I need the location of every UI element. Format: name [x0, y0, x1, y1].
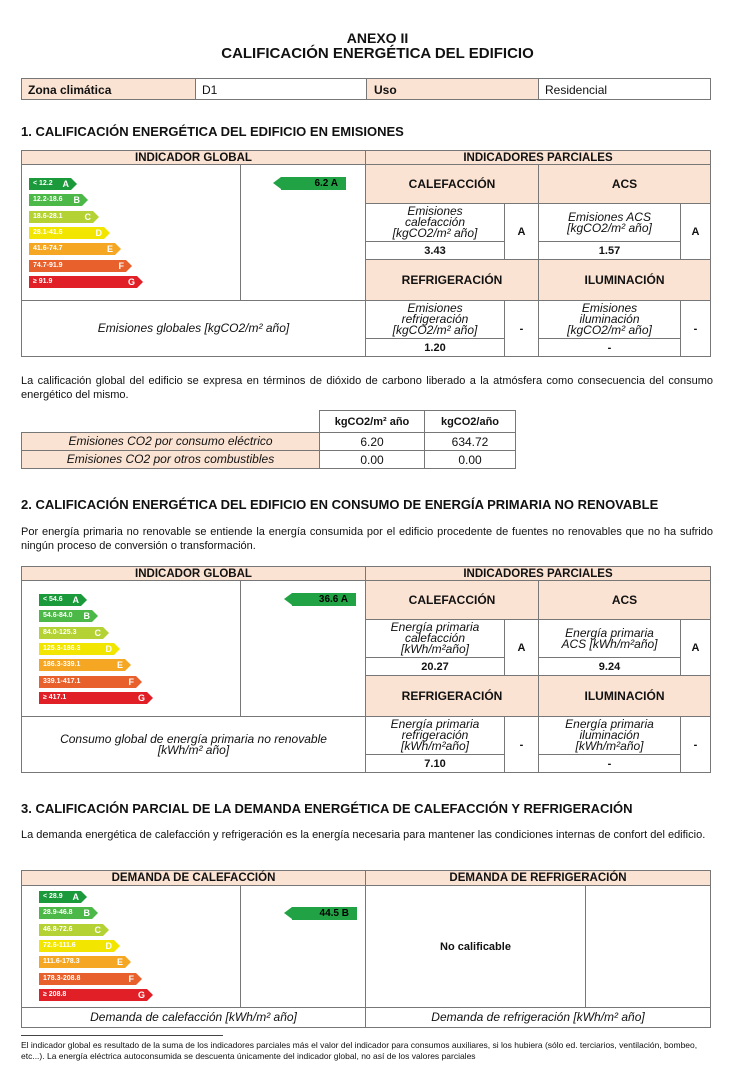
scale-letter: C: [84, 211, 91, 222]
s2-ilum-header: ILUMINACIÓN: [538, 675, 711, 717]
scale-bar-b: [39, 610, 92, 622]
scale-bar-d: [39, 643, 114, 655]
s2-ilum-label-cell: [538, 716, 681, 755]
s3-no-calif-cell: [365, 885, 586, 1008]
s3-indicator-cell: [240, 885, 366, 1008]
s1-refrig-letter: -: [504, 300, 539, 357]
scale-range: ≥ 208.8: [43, 990, 67, 998]
s3-paragraph: La demanda energética de calefacción y refrigeración es la energía necesaria para mantener las condiciones internas de confort del edificio.: [21, 829, 706, 841]
s3-no-calif: No calificable: [440, 940, 511, 953]
section-3-title: 3. CALIFICACIÓN PARCIAL DE LA DEMANDA ENERGÉTICA DE CALEFACCIÓN Y REFRIGERACIÓN: [21, 801, 633, 816]
scale-bar-g: [29, 276, 137, 288]
s2-refrig-label-cell: [365, 716, 505, 755]
scale-range: 111.6-178.3: [43, 958, 80, 966]
scale-range: 72.6-111.6: [43, 941, 76, 949]
co2-col1-header: kgCO2/m² año: [319, 410, 425, 433]
footnote: El indicador global es resultado de la suma de los indicadores parciales más el valor del indicador para consumos auxiliares, si los hubiera (sólo ed. terciarios, ventilación, bombeo, etc...). La energía eléctrica autoconsumida se descuenta únicamente del indicador global, no así de los valores parciales: [21, 1040, 698, 1061]
scale-letter: A: [62, 179, 69, 189]
s2-global-label: Consumo global de energía primaria no renovable [kWh/m² año]: [60, 731, 327, 757]
scale-range: 18.6-28.1: [33, 212, 63, 220]
s2-acs-letter: A: [680, 619, 711, 676]
s1-calef-value: 3.43: [365, 241, 505, 260]
scale-bar-g: [39, 989, 147, 1001]
s1-ilum-letter: -: [680, 300, 711, 357]
scale-bar-c: [39, 924, 103, 936]
scale-bar-f: [29, 260, 126, 272]
s2-calef-label-cell: [365, 619, 505, 658]
section-2-title: 2. CALIFICACIÓN ENERGÉTICA DEL EDIFICIO EN CONSUMO DE ENERGÍA PRIMARIA NO RENOVABLE: [21, 497, 659, 512]
scale-letter: G: [137, 989, 145, 1000]
s2-indicator-arrow: [292, 593, 356, 606]
scale-letter: E: [116, 957, 123, 968]
page-subtitle: CALIFICACIÓN ENERGÉTICA DEL EDIFICIO: [221, 45, 534, 62]
s2-acs-label-cell: [538, 619, 681, 658]
s1-calef-label-cell: [365, 203, 505, 242]
scale-bar-a: [39, 891, 81, 903]
co2-row2-v1: 0.00: [319, 450, 425, 469]
scale-range: < 12.2: [33, 180, 53, 187]
s2-refrig-value: 7.10: [365, 754, 505, 773]
scale-bar-b: [29, 194, 82, 206]
s1-calef-label: Emisiones calefacción [kgCO2/m² año]: [392, 204, 478, 240]
s1-ilum-label: Emisiones iluminación [kgCO2/m² año]: [567, 301, 652, 337]
uso-value: Residencial: [545, 83, 608, 97]
co2-row1-v1: 6.20: [319, 432, 425, 451]
s2-calef-letter: A: [504, 619, 539, 676]
s2-refrig-label: Energía primaria refrigeración [kWh/m²año]: [390, 717, 480, 753]
s1-refrig-label: Emisiones refrigeración [kgCO2/m² año]: [392, 301, 478, 337]
co2-row2-label-cell: [21, 450, 320, 469]
scale-bar-g: [39, 692, 147, 704]
s1-acs-value: 1.57: [538, 241, 681, 260]
s2-calef-label: Energía primaria calefacción [kWh/m²año]: [390, 620, 480, 656]
s3-cool-header: DEMANDA DE REFRIGERACIÓN: [365, 870, 711, 886]
footnote-rule: [21, 1035, 223, 1036]
s3-cool-label-cell: [365, 1007, 711, 1028]
s1-global-label: Emisiones globales [kgCO2/m² año]: [97, 321, 290, 335]
scale-range: 339.1-417.1: [43, 677, 81, 685]
scale-letter: A: [72, 892, 79, 902]
scale-letter: C: [94, 627, 101, 638]
s1-indicator-arrow: [281, 177, 346, 190]
scale-range: 54.6-84.0: [43, 612, 73, 620]
scale-bar-b: [39, 907, 92, 919]
scale-bar-f: [39, 676, 136, 688]
s1-acs-letter: A: [680, 203, 711, 260]
co2-row1-v2: 634.72: [424, 432, 516, 451]
s3-indicator-arrow: [292, 907, 357, 920]
zona-value: D1: [202, 83, 218, 97]
scale-letter: D: [105, 643, 112, 654]
scale-letter: E: [116, 660, 123, 671]
scale-letter: D: [95, 227, 102, 238]
scale-range: 74.7-91.9: [33, 261, 63, 269]
s2-global-label-cell: [21, 716, 366, 773]
s1-ilum-value: -: [538, 338, 681, 357]
s1-ilum-header: ILUMINACIÓN: [538, 259, 711, 301]
s2-ilum-letter: -: [680, 716, 711, 773]
scale-letter: A: [72, 595, 79, 605]
scale-letter: F: [128, 973, 134, 984]
s1-acs-label: Emisiones ACS [kgCO2/m² año]: [567, 209, 652, 235]
scale-range: 46.8-72.6: [43, 925, 73, 933]
s2-calef-value: 20.27: [365, 657, 505, 676]
scale-letter: B: [83, 908, 90, 919]
s1-refrig-value: 1.20: [365, 338, 505, 357]
scale-bar-a: [39, 594, 81, 606]
s1-calef-header: CALEFACCIÓN: [365, 164, 539, 204]
s1-global-label-cell: [21, 300, 366, 357]
scale-range: < 28.9: [43, 893, 63, 900]
scale-bar-e: [39, 956, 125, 968]
s2-refrig-letter: -: [504, 716, 539, 773]
s3-heat-header: DEMANDA DE CALEFACCIÓN: [21, 870, 366, 886]
s1-acs-label-cell: [538, 203, 681, 242]
scale-range: 41.6-74.7: [33, 245, 63, 253]
s1-refrig-label-cell: [365, 300, 505, 339]
s2-acs-value: 9.24: [538, 657, 681, 676]
s2-calef-header: CALEFACCIÓN: [365, 580, 539, 620]
s2-refrig-header: REFRIGERACIÓN: [365, 675, 539, 717]
s2-paragraph: Por energía primaria no renovable se entiende la energía consumida por el edificio procedente de fuentes no renovables que no ha sufrido ningún proceso de conversión o transformación.: [21, 526, 713, 552]
co2-row1-label: Emisiones CO2 por consumo eléctrico: [68, 434, 273, 448]
s3-heat-label: Demanda de calefacción [kWh/m² año]: [90, 1010, 297, 1024]
s2-indicator-value: 36.6 A: [318, 594, 348, 605]
s1-ilum-label-cell: [538, 300, 681, 339]
zona-label: Zona climática: [28, 83, 112, 97]
scale-range: 28.1-41.6: [33, 228, 63, 236]
scale-letter: D: [105, 940, 112, 951]
s2-ilum-label: Energía primaria iluminación [kWh/m²año]: [565, 717, 654, 753]
scale-range: 125.3-186.3: [43, 644, 81, 652]
s2-ilum-value: -: [538, 754, 681, 773]
section-1-title: 1. CALIFICACIÓN ENERGÉTICA DEL EDIFICIO EN EMISIONES: [21, 124, 404, 139]
page-title: ANEXO II: [346, 30, 409, 46]
scale-bar-d: [39, 940, 114, 952]
scale-letter: G: [137, 692, 145, 703]
s1-acs-header: ACS: [538, 164, 711, 204]
s1-indicator-value: 6.2 A: [314, 178, 338, 189]
scale-letter: B: [83, 611, 90, 622]
scale-letter: C: [94, 924, 101, 935]
info-zona-value-cell: [195, 78, 367, 100]
s1-refrig-header: REFRIGERACIÓN: [365, 259, 539, 301]
scale-bar-e: [39, 659, 125, 671]
co2-row2-v2: 0.00: [424, 450, 516, 469]
s3-cool-indicator-cell: [585, 885, 711, 1008]
s1-partial-header: INDICADORES PARCIALES: [365, 150, 711, 165]
scale-letter: B: [73, 195, 80, 206]
co2-row1-label-cell: [21, 432, 320, 451]
scale-bar-d: [29, 227, 104, 239]
scale-range: 84.0-125.3: [43, 628, 77, 636]
scale-bar-c: [39, 627, 103, 639]
scale-bar-f: [39, 973, 136, 985]
scale-letter: F: [118, 260, 124, 271]
s3-heat-label-cell: [21, 1007, 366, 1028]
scale-range: 12.2-18.6: [33, 196, 63, 204]
scale-range: ≥ 91.9: [33, 277, 53, 285]
scale-range: 178.3-208.8: [43, 974, 81, 982]
s2-acs-label: Energía primaria ACS [kWh/m²año]: [561, 625, 658, 651]
scale-range: ≥ 417.1: [43, 693, 67, 701]
scale-letter: E: [106, 244, 113, 255]
co2-col2-header: kgCO2/año: [424, 410, 516, 433]
scale-letter: F: [128, 676, 134, 687]
s1-paragraph: La calificación global del edificio se expresa en términos de dióxido de carbono liberado a la atmósfera como consecuencia del consumo energético del mismo.: [21, 375, 713, 401]
scale-range: < 54.6: [43, 596, 63, 603]
s2-partial-header: INDICADORES PARCIALES: [365, 566, 711, 581]
s3-indicator-value: 44.5 B: [319, 908, 349, 919]
s2-acs-header: ACS: [538, 580, 711, 620]
scale-bar-c: [29, 211, 93, 223]
scale-range: 28.9-46.8: [43, 909, 73, 917]
s3-cool-label: Demanda de refrigeración [kWh/m² año]: [431, 1010, 645, 1024]
uso-label: Uso: [374, 83, 397, 97]
scale-range: 186.3-339.1: [43, 661, 81, 669]
co2-row2-label: Emisiones CO2 por otros combustibles: [66, 452, 275, 466]
scale-bar-e: [29, 243, 115, 255]
s2-global-header: INDICADOR GLOBAL: [21, 566, 366, 581]
s1-calef-letter: A: [504, 203, 539, 260]
s1-global-header: INDICADOR GLOBAL: [21, 150, 366, 165]
scale-bar-a: [29, 178, 71, 190]
scale-letter: G: [127, 276, 135, 287]
